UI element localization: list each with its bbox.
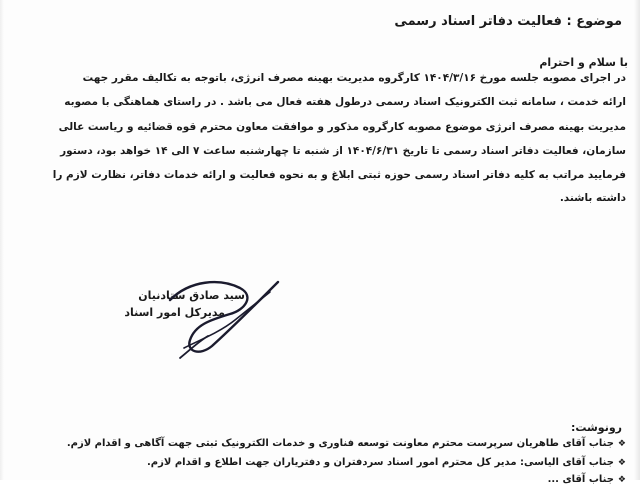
body-line: سازمان، فعالیت دفاتر اسناد رسمی تا تاریخ ۱۴۰۴/۶/۳۱ از شنبه تا چهارشنبه ساعت ۷ الی ۱۴ خواهد بود، دستور — [60, 145, 626, 157]
diamond-bullet-icon: ❖ — [617, 458, 626, 468]
cc-item — [147, 457, 626, 468]
signatory-name: سید صادق ستادنیان — [138, 289, 245, 302]
cc-item-text: جناب آقای طاهریان سرپرست محترم معاونت توسعه فناوری و خدمات الکترونیک ثبتی جهت آگاهی و اقدام لازم. — [66, 438, 614, 449]
letter-subject: موضوع : فعالیت دفاتر اسناد رسمی — [394, 14, 622, 29]
scan-edge-right — [634, 0, 640, 480]
body-line: فرمایید مراتب به کلیه دفاتر اسناد رسمی حوزه ثبتی ابلاغ و به نحوه فعالیت و ارائه خدمات دفاتر، نظارت لازم را — [52, 169, 626, 181]
cc-item-text: جناب آقای الیاسی: مدیر کل محترم امور اسناد سردفتران و دفتریاران جهت اطلاع و اقدام لازم. — [147, 457, 614, 468]
body-line: ارائه خدمت ، سامانه ثبت الکترونیک اسناد رسمی درطول هفته فعال می باشد . در راستای هماهنگی با مصوبه — [64, 96, 626, 108]
handwritten-signature — [150, 270, 290, 365]
body-line: داشته باشند. — [559, 192, 626, 204]
body-line: مدیریت بهینه مصرف انرژی موضوع مصوبه کارگروه مذکور و موافقت معاون محترم قوه قضائیه و ریاست عالی — [58, 121, 626, 133]
cc-label: رونوشت: — [570, 421, 622, 434]
diamond-bullet-icon: ❖ — [617, 439, 626, 449]
cc-item — [67, 438, 626, 449]
cc-item-text: جناب آقای ... — [547, 474, 614, 485]
diamond-bullet-icon: ❖ — [617, 475, 626, 485]
body-line: در اجرای مصوبه جلسه مورخ ۱۴۰۴/۳/۱۶ کارگروه مدیریت بهینه مصرف انرژی، باتوجه به تکالیف مقرر جهت — [82, 72, 626, 84]
signatory-title: مدیرکل امور اسناد — [124, 306, 225, 319]
scan-edge-left — [0, 0, 4, 480]
letter-greeting: با سلام و احترام — [539, 56, 628, 69]
